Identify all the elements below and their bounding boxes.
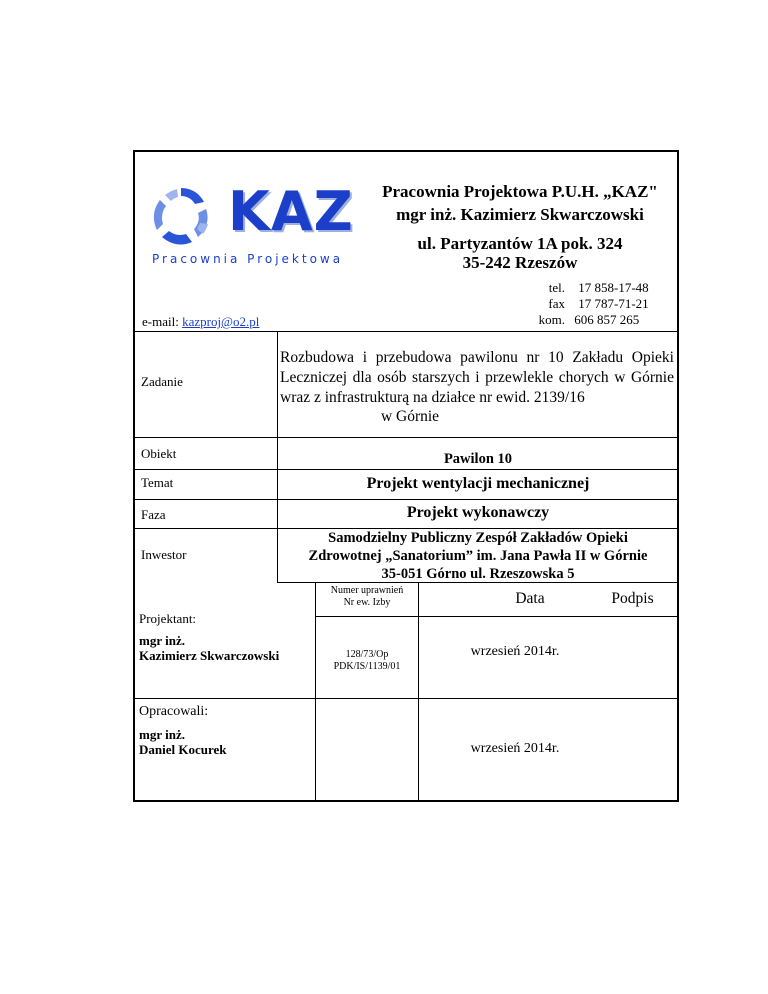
col-podpis-header: Podpis <box>611 590 654 607</box>
fax-value: 17 787-71-21 <box>578 296 649 311</box>
zadanie-label: Zadanie <box>141 374 183 389</box>
projektant-num2: PDK/IS/1139/01 <box>333 661 401 672</box>
sig-top-line <box>277 582 679 583</box>
email-line <box>142 314 259 330</box>
col-numer-line1: Numer uprawnień <box>330 585 404 596</box>
zadanie-text-main: Rozbudowa i przebudowa pawilonu nr 10 Zakładu Opieki Leczniczej dla osób starszych i przewlekle chorych w Górnie wraz z infrastrukturą na działce nr ewid. 2139/16 <box>280 349 674 406</box>
swirl-logo-icon <box>148 184 214 250</box>
faza-value: Projekt wykonawczy <box>406 504 550 521</box>
zadanie-text-last: w Górnie <box>380 408 440 425</box>
sig-col-divider-1 <box>315 582 316 802</box>
obiekt-value: Pawilon 10 <box>443 451 513 467</box>
company-address-street: ul. Partyzantów 1A pok. 324 <box>417 234 623 253</box>
company-owner: mgr inż. Kazimierz Skwarczowski <box>396 205 644 224</box>
company-address-city: 35-242 Rzeszów <box>462 253 578 272</box>
zadanie-bottom-line <box>133 437 679 438</box>
projektant-date: wrzesień 2014r. <box>470 644 560 659</box>
kom-label: kom. <box>538 312 565 327</box>
opracowali-label: Opracowali: <box>139 704 209 719</box>
projektant-num1: 128/73/Op <box>345 649 389 660</box>
frame-top <box>133 150 679 152</box>
fax-label: fax <box>548 296 565 311</box>
opracowali-title: mgr inż. <box>139 727 185 742</box>
company-name: Pracownia Projektowa P.U.H. „KAZ" <box>382 182 658 201</box>
company-logo <box>148 178 380 270</box>
temat-label: Temat <box>141 475 174 490</box>
header-divider <box>133 331 679 332</box>
faza-label: Faza <box>141 507 166 522</box>
opracowali-date: wrzesień 2014r. <box>470 741 560 756</box>
contact-phones <box>528 280 676 328</box>
fax-row <box>528 296 676 312</box>
temat-value: Projekt wentylacji mechanicznej <box>366 475 590 492</box>
projektant-title: mgr inż. <box>139 633 185 648</box>
sig-col-divider-2 <box>418 582 419 802</box>
col-numer-line2: Nr ew. Izby <box>343 597 391 608</box>
zadanie-text <box>280 348 674 408</box>
frame-left <box>133 150 135 802</box>
tel-label: tel. <box>548 280 565 295</box>
inwestor-line1: Samodzielny Publiczny Zespół Zakładów Opieki <box>328 530 628 546</box>
logo-subtitle: Pracownia Projektowa <box>152 252 344 266</box>
inwestor-line2: Zdrowotnej „Sanatorium” im. Jana Pawła II w Górnie <box>308 548 648 564</box>
obiekt-label: Obiekt <box>141 446 177 461</box>
logo-text: KAZ <box>228 180 354 243</box>
kom-row <box>528 312 676 328</box>
faza-bottom-line <box>133 528 679 529</box>
inwestor-label: Inwestor <box>141 547 187 562</box>
projektant-name: Kazimierz Skwarczowski <box>139 648 280 663</box>
col-numer-header <box>316 585 418 609</box>
frame-bottom <box>133 800 679 802</box>
tel-row <box>528 280 676 296</box>
tel-value: 17 858-17-48 <box>578 280 649 295</box>
email-link[interactable]: kazproj@o2.pl <box>182 314 260 329</box>
temat-bottom-line <box>133 499 679 500</box>
opracowali-name: Daniel Kocurek <box>139 742 227 757</box>
projektant-bottom-line <box>133 698 679 699</box>
sig-header-bottom-line <box>315 616 679 617</box>
kom-value: 606 857 265 <box>574 312 640 327</box>
email-label: e-mail: <box>142 314 179 329</box>
inwestor-line3: 35-051 Górno ul. Rzeszowska 5 <box>381 566 575 582</box>
projektant-number <box>316 649 418 673</box>
col-data-header: Data <box>515 590 545 607</box>
obiekt-bottom-line <box>133 469 679 470</box>
projektant-label: Projektant: <box>139 611 197 626</box>
